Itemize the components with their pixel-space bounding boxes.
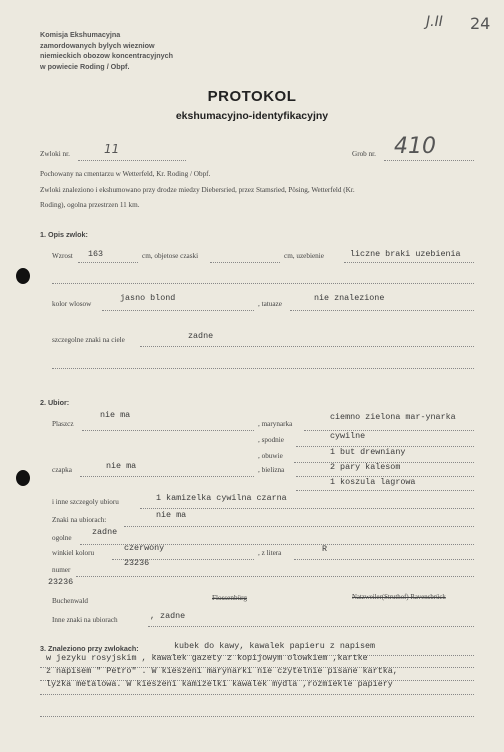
- found-item-line: kubek do kawy, kawalek papieru z napisem: [174, 641, 376, 651]
- ogolne-label: ogolne: [52, 534, 72, 542]
- wzrost-value: 163: [88, 249, 104, 259]
- plaszcz-label: Plaszcz: [52, 420, 74, 428]
- wzrost-label: Wzrost: [52, 252, 73, 260]
- inne-znaki-value: , zadne: [150, 611, 186, 621]
- cm-label: cm, objetose czaski: [142, 252, 199, 260]
- numer-value-top: 23236: [124, 558, 150, 568]
- intro-line: Roding), ogolna przestrzen 11 km.: [40, 201, 140, 209]
- numer-value-bottom: 23236: [48, 577, 74, 587]
- institution-line: w powiecie Roding / Obpf.: [40, 61, 130, 71]
- punch-hole-bottom: [16, 470, 30, 486]
- litera-label: , z litera: [258, 549, 282, 557]
- grob-label: Grob nr.: [352, 150, 376, 158]
- document-subtitle: ekshumacyjno-identyfikacyjny: [175, 110, 329, 122]
- uzebienie-value: liczne braki uzebienia: [350, 249, 461, 259]
- marynarka-label: , marynarka: [258, 420, 293, 428]
- obuwie-value: 1 but drewniany: [330, 447, 406, 457]
- ogolne-value: zadne: [92, 527, 118, 537]
- uzebienie-label: cm, uzebienie: [284, 252, 324, 260]
- znaki-value: zadne: [188, 331, 214, 341]
- institution-block: [40, 30, 173, 72]
- znaki-ubior-label: Znaki na ubiorach:: [52, 516, 107, 524]
- inne-znaki-label: Inne znaki na ubiorach: [52, 616, 118, 624]
- bielizna-value-2: 1 koszula lagrowa: [330, 477, 416, 487]
- buchenwald-label: Buchenwald: [52, 597, 88, 605]
- bielizna-value: 2 pary kalesom: [330, 462, 401, 472]
- page-number: 24: [470, 14, 491, 33]
- litera-value: R: [322, 544, 328, 554]
- section1-heading: 1. Opis zwlok:: [40, 230, 88, 239]
- document-title: PROTOKOL: [207, 88, 297, 105]
- institution-line: Komisja Ekshumacyjna: [40, 30, 121, 39]
- zwloki-value: 11: [104, 142, 120, 156]
- kolor-value: jasno blond: [120, 293, 176, 303]
- inne-label: i inne szczegoly ubioru: [52, 498, 119, 506]
- inne-value: 1 kamizelka cywilna czarna: [156, 493, 287, 503]
- found-item-line: w jezyku rosyjskim , kawalek gazety z kopijowym olowkiem ,kartke: [46, 653, 368, 663]
- section3-heading: 3. Znaleziono przy zwlokach:: [40, 644, 139, 653]
- punch-hole-top: [16, 268, 30, 284]
- spodnie-label: , spodnie: [258, 436, 284, 444]
- numer-label: numer: [52, 566, 71, 574]
- czapka-label: czapka: [52, 466, 72, 474]
- kolor-label: kolor wlosow: [52, 300, 92, 308]
- plaszcz-value: nie ma: [100, 410, 131, 420]
- czapka-value: nie ma: [106, 461, 137, 471]
- institution-line: zamordowanych bylych wiezniow: [40, 40, 155, 50]
- obuwie-label: , obuwie: [258, 452, 283, 460]
- spodnie-value: cywilne: [330, 431, 366, 441]
- other-camps-label: Natzweiler(Struthof) Ravensbrück: [352, 594, 446, 601]
- flossenburg-label: Flossenbürg: [212, 594, 248, 602]
- found-item-line: z napisem " Petro" . W kieszeni marynarki nie czytelnie pisane kartka,: [46, 666, 398, 676]
- institution-line: niemieckich obozow koncentracyjnych: [40, 51, 174, 60]
- section2-heading: 2. Ubior:: [40, 398, 70, 407]
- grob-value: 410: [394, 134, 436, 159]
- intro-line: Pochowany na cmentarzu w Wetterfeld, Kr. Roding / Obpf.: [40, 170, 211, 178]
- tatuaze-label: , tatuaze: [258, 300, 282, 308]
- marynarka-value: ciemno zielona mar-ynarka: [330, 412, 456, 422]
- intro-line: Zwloki znaleziono i ekshumowano przy drodze miedzy Diebersried, przez Stamsried, Pösing, Wetterfeld (Kr.: [40, 186, 355, 194]
- archive-ref: J.II: [426, 14, 443, 30]
- winkiel-label: winkiel koloru: [52, 549, 95, 557]
- winkiel-value: czerwony: [124, 543, 165, 553]
- bielizna-label: , bielizna: [258, 466, 285, 474]
- tatuaze-value: nie znalezione: [314, 293, 385, 303]
- zwloki-label: Zwloki nr.: [40, 150, 70, 158]
- found-item-line: lyzka metalowa. W kieszeni kamizelki kawalek mydla ,rozmiekle papiery: [46, 679, 393, 689]
- znaki-label: szczegolne znaki na ciele: [52, 336, 125, 344]
- znaki-ubior-value: nie ma: [156, 510, 187, 520]
